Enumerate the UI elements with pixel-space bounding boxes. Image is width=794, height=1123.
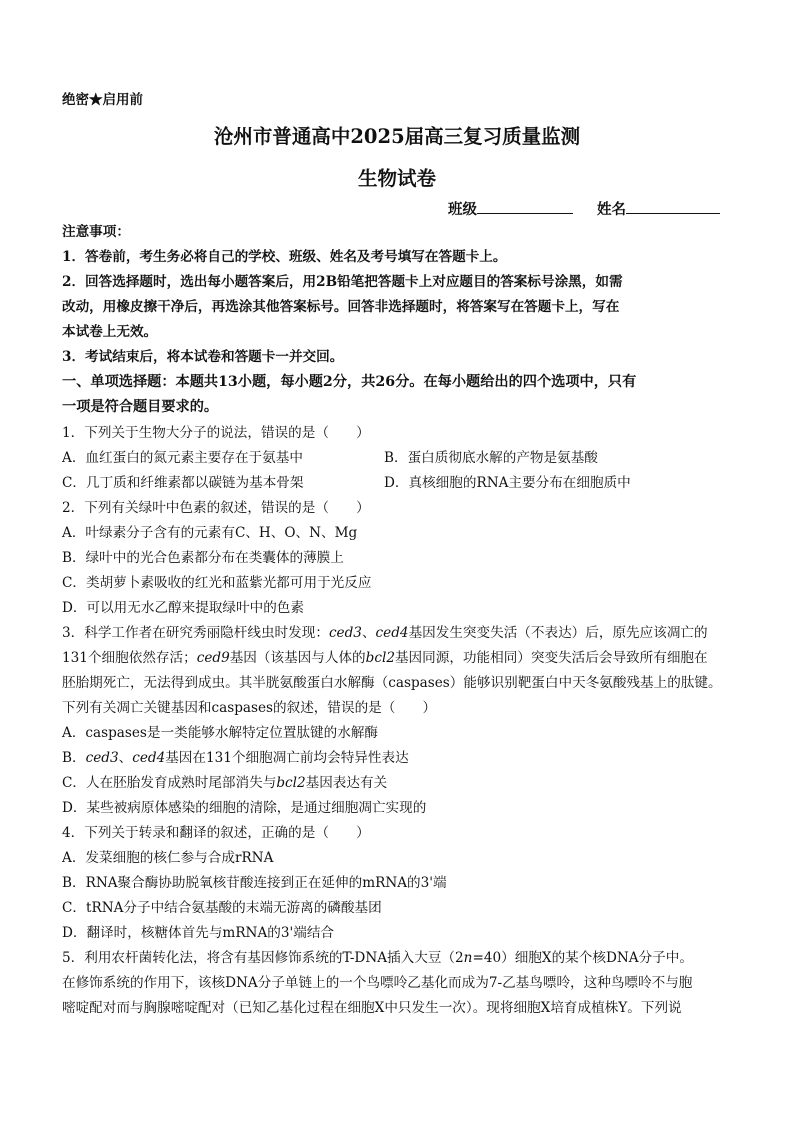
q1-option-c: C．几丁质和纤维素都以碳链为基本骨架 (62, 475, 304, 491)
gene-bcl2: bcl2 (365, 650, 395, 666)
class-blank[interactable] (477, 198, 573, 214)
q2-option-d: D．可以用无水乙醇来提取绿叶中的色素 (62, 600, 304, 616)
q4-option-c: C．tRNA分子中结合氨基酸的末端无游离的磷酸基团 (62, 900, 382, 916)
q5-text: 5．利用农杆菌转化法，将含有基因修饰系统的T-DNA插入大豆（2 (62, 950, 464, 966)
q2-option-c: C．类胡萝卜素吸收的红光和蓝紫光都可用于光反应 (62, 575, 372, 591)
gene-ced3: ced3 (328, 625, 362, 641)
q3-option-b (62, 749, 409, 767)
notice-item-2-line-1: 2．回答选择题时，选出每小题答案后，用2B铅笔把答题卡上对应题目的答案标号涂黑，如需 (62, 274, 623, 290)
q2-stem: 2．下列有关绿叶中色素的叙述，错误的是（ ） (62, 500, 370, 516)
section-1-heading-line-2: 一项是符合题目要求的。 (62, 399, 219, 415)
q3-b-prefix: B． (62, 750, 86, 766)
q3-b-text: 基因在131个细胞凋亡前均会特异性表达 (165, 750, 409, 766)
q4-option-b: B．RNA聚合酶协助脱氧核苷酸连接到正在延伸的mRNA的3'端 (62, 875, 447, 891)
q5-stem-line-1 (62, 949, 693, 967)
notice-item-1: 1．答卷前，考生务必将自己的学校、班级、姓名及考号填写在答题卡上。 (62, 249, 507, 265)
confidential-mark: 绝密★启用前 (62, 92, 143, 108)
q3-text: 131个细胞依然存活； (62, 650, 197, 666)
gene-bcl2: bcl2 (276, 775, 306, 791)
q4-option-a: A．发菜细胞的核仁参与合成rRNA (62, 850, 274, 866)
q1-option-d: D．真核细胞的RNA主要分布在细胞质中 (384, 475, 631, 491)
q3-option-d: D．某些被病原体感染的细胞的清除，是通过细胞凋亡实现的 (62, 800, 427, 816)
q2-option-b: B．绿叶中的光合色素都分布在类囊体的薄膜上 (62, 550, 344, 566)
name-blank[interactable] (626, 198, 720, 214)
q1-option-b: B．蛋白质彻底水解的产物是氨基酸 (384, 450, 598, 466)
q2-option-a: A．叶绿素分子含有的元素有C、H、O、N、Mg (62, 525, 358, 541)
q3-b-separator: 、 (118, 750, 133, 766)
q3-option-a: A．caspases是一类能够水解特定位置肽键的水解酶 (62, 725, 379, 741)
gene-ced4: ced4 (375, 625, 409, 641)
notice-item-2-line-2: 改动，用橡皮擦干净后，再选涂其他答案标号。回答非选择题时，将答案写在答题卡上，写在 (62, 299, 620, 315)
gene-ced9: ced9 (196, 650, 230, 666)
q3-stem-line-3: 胚胎期死亡，无法得到成虫。其半胱氨酸蛋白水解酶（caspases）能够识别靶蛋白中天冬氨酸残基上的肽键。 (62, 675, 722, 691)
q3-c-prefix: C．人在胚胎发育成熟时尾部消失与 (62, 775, 277, 791)
name-label: 姓名 (597, 201, 626, 218)
q1-stem: 1．下列关于生物大分子的说法，错误的是（ ） (62, 425, 370, 441)
q3-text: 基因（该基因与人体的 (229, 650, 366, 666)
q3-text: 3．科学工作者在研究秀丽隐杆线虫时发现： (62, 625, 329, 641)
section-1-heading-line-1: 一、单项选择题：本题共13小题，每小题2分，共26分。在每小题给出的四个选项中，只有 (62, 374, 637, 390)
notice-item-2-line-3: 本试卷上无效。 (62, 324, 158, 340)
q3-stem-line-4: 下列有关凋亡关键基因和caspases的叙述，错误的是（ ） (62, 700, 437, 716)
gene-ced4: ced4 (132, 750, 166, 766)
q1-option-a: A．血红蛋白的氮元素主要存在于氨基中 (62, 450, 303, 466)
class-name-row (448, 198, 720, 219)
q3-stem-line-1 (62, 624, 708, 642)
notice-item-3: 3．考试结束后，将本试卷和答题卡一并交回。 (62, 349, 344, 365)
q4-stem: 4．下列关于转录和翻译的叙述，正确的是（ ） (62, 825, 370, 841)
q3-c-text: 基因表达有关 (305, 775, 388, 791)
q3-stem-line-2 (62, 649, 708, 667)
q5-stem-line-3: 嘧啶配对而与胸腺嘧啶配对（已知乙基化过程在细胞X中只发生一次）。现将细胞X培育成植株Y。下列说 (62, 1000, 682, 1016)
ploidy-n: n (463, 950, 473, 966)
q3-text: 基因发生突变失活（不表达）后，原先应该凋亡的 (408, 625, 708, 641)
notice-heading: 注意事项： (62, 224, 130, 240)
q4-option-d: D．翻译时，核糖体首先与mRNA的3'端结合 (62, 925, 335, 941)
q5-stem-line-2: 在修饰系统的作用下，该核DNA分子单链上的一个鸟嘌呤乙基化而成为7-乙基鸟嘌呤，这种鸟嘌呤不与胞 (62, 975, 693, 991)
exam-title: 沧州市普通高中2025届高三复习质量监测 (213, 125, 581, 148)
q3-option-c (62, 774, 387, 792)
q5-text: =40）细胞X的某个核DNA分子中。 (472, 950, 693, 966)
class-label: 班级 (448, 201, 477, 218)
q3-separator: 、 (361, 625, 376, 641)
gene-ced3: ced3 (85, 750, 119, 766)
q3-text: 基因同源，功能相同）突变失活后会导致所有细胞在 (394, 650, 708, 666)
subject-title: 生物试卷 (357, 167, 436, 190)
